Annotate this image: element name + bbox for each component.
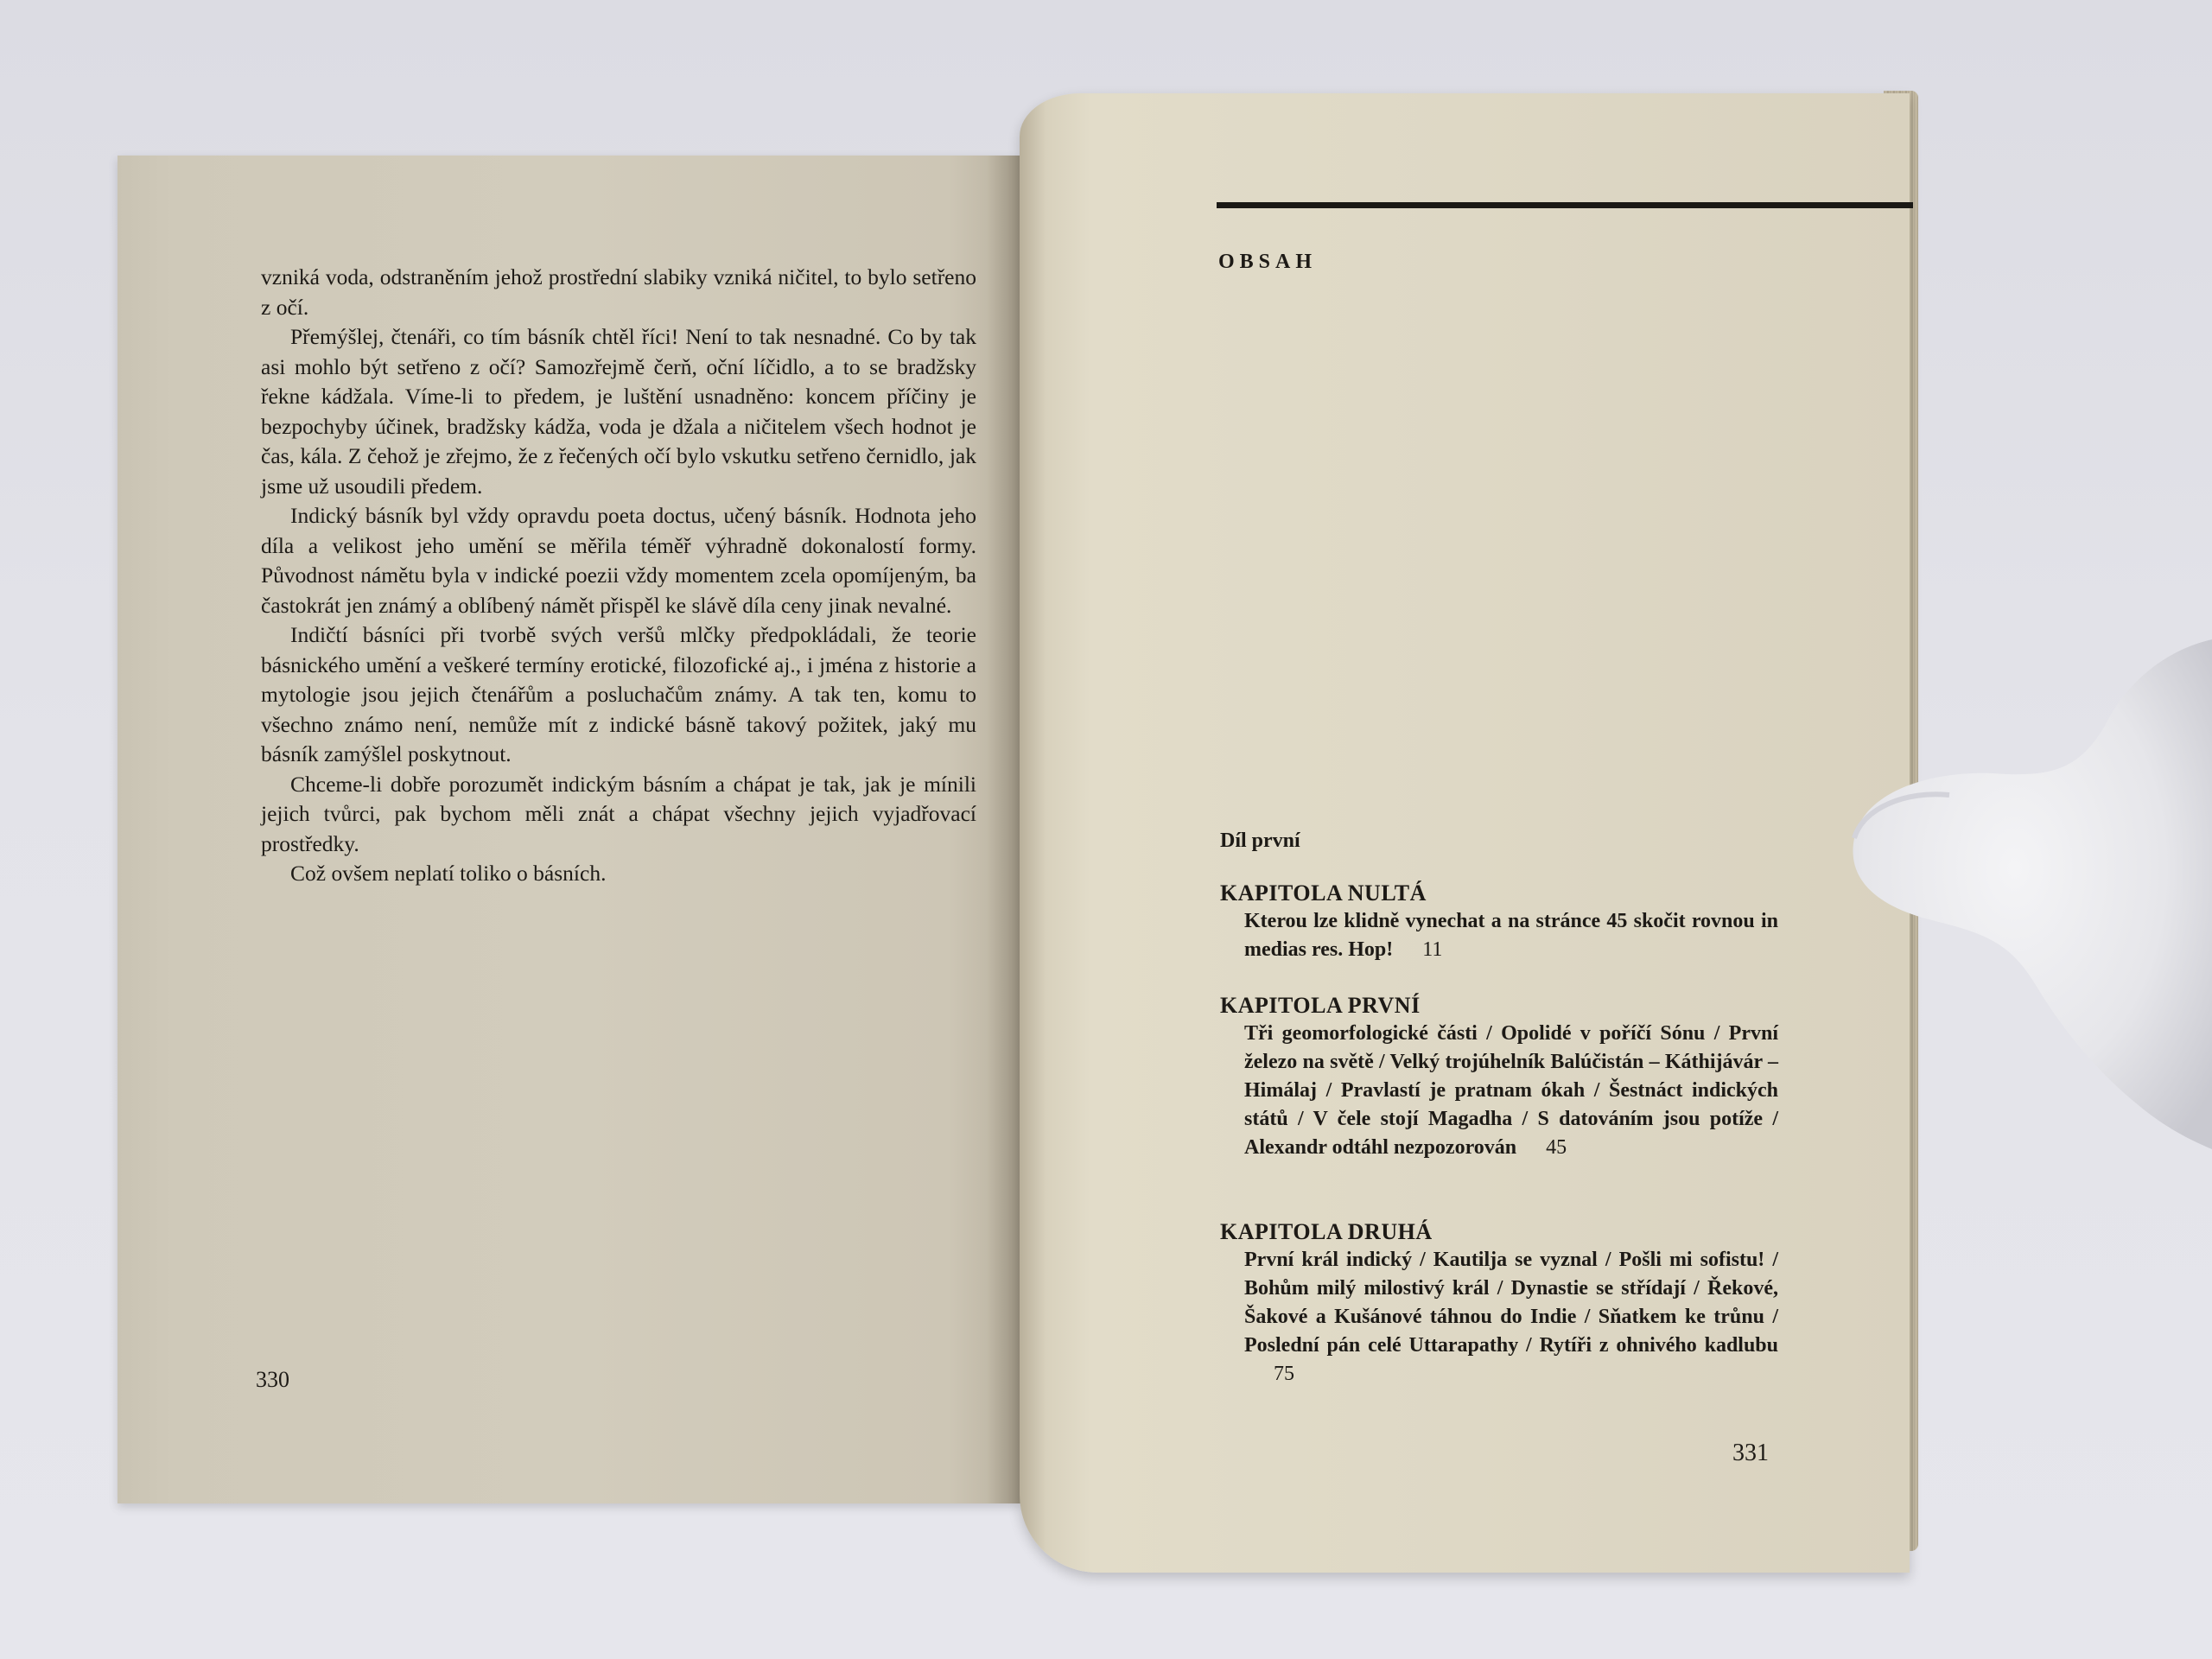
left-page [118,156,1021,1503]
left-page-text [261,263,976,889]
paragraph: Přemýšlej, čtenáři, co tím básník chtěl říci! Není to tak nesnadné. Co by tak asi mohlo být setřeno z očí? Samozřejmě čerň, oční líčidlo, a to se bradžsky řekne kádžala. Víme-li to předem, je luštění usnadněno: koncem příčiny je bezpochyby účinek, bradžsky kádža, voda je džala a ničitelem všech hodnot je čas, kála. Z čehož je zřejmo, že z řečených očí bylo vskutku setřeno černidlo, jak jsme už usoudili předem. [261,324,976,499]
chapter-page-number: 45 [1546,1136,1567,1159]
header-rule [1217,202,1913,208]
chapter-page-number: 11 [1422,938,1443,961]
part-title: Díl první [1220,830,1300,852]
page-number: 331 [1732,1440,1769,1466]
paragraph: Indičtí básníci při tvorbě svých veršů mlčky předpokládali, že teorie básnického umění a veškeré termíny erotické, filozofické aj., i jména z historie a mytologie jsou jejich čtenářům a posluchačům známy. A tak ten, komu to všechno známo není, nemůže mít z indické básně takový požitek, jaký mu básník zamýšlel poskytnout. [261,622,976,766]
right-page [1020,93,1910,1573]
paragraph: Chceme-li dobře porozumět indickým básním a chápat je tak, jak je mínili jejich tvůrci, pak bychom měli znát a chápat všechny jejich vyjadřovací prostředky. [261,771,976,856]
chapter-title: KAPITOLA DRUHÁ [1220,1219,1433,1244]
page-number: 330 [256,1367,289,1392]
chapter-summary [1244,907,1778,964]
toc-entry [1220,880,1778,964]
toc-entry [1220,992,1778,1162]
paragraph: Indický básník byl vždy opravdu poeta doctus, učený básník. Hodnota jeho díla a velikost jeho umění se měřila téměř výhradně dokonalostí formy. Původnost námětu byla v indické poezii vždy momentem zcela opomíjeným, ba častokrát jen známý a oblíbený námět přispěl ke slávě díla ceny jinak nevalné. [261,503,976,618]
gloved-thumb [1846,622,2212,1227]
contents-heading: OBSAH [1218,251,1318,273]
chapter-summary [1244,1020,1778,1162]
chapter-summary-text: První král indický / Kautilja se vyznal / Pošli mi sofistu! / Bohům milý milostivý král / Dynastie se střídají / Řekové, Šakové a Kušánové táhnou do Indie / Sňatkem ke trůnu / Poslední pán celé Uttarapathy / Rytíři z ohnivého kadlubu [1244,1249,1778,1357]
paragraph: Což ovšem neplatí toliko o básních. [290,861,607,886]
chapter-title: KAPITOLA NULTÁ [1220,880,1427,906]
chapter-title: KAPITOLA PRVNÍ [1220,993,1421,1018]
toc-entry [1220,1218,1778,1389]
paragraph: vzniká voda, odstraněním jehož prostřední slabiky vzniká ničitel, to bylo setřeno z očí. [261,264,976,320]
chapter-summary [1244,1246,1778,1389]
chapter-summary-text: Tři geomorfologické části / Opolidé v poříčí Sónu / První železo na světě / Velký trojúhelník Balúčistán – Káthijávár – Himálaj / Pravlastí je pratnam ókah / Šestnáct indických států / V čele stojí Magadha / S datováním jsou potíže / Alexandr odtáhl nezpozorován [1244,1022,1778,1159]
chapter-page-number: 75 [1274,1363,1294,1385]
chapter-summary-text: Kterou lze klidně vynechat a na stránce 45 skočit rovnou in medias res. Hop! [1244,910,1778,961]
